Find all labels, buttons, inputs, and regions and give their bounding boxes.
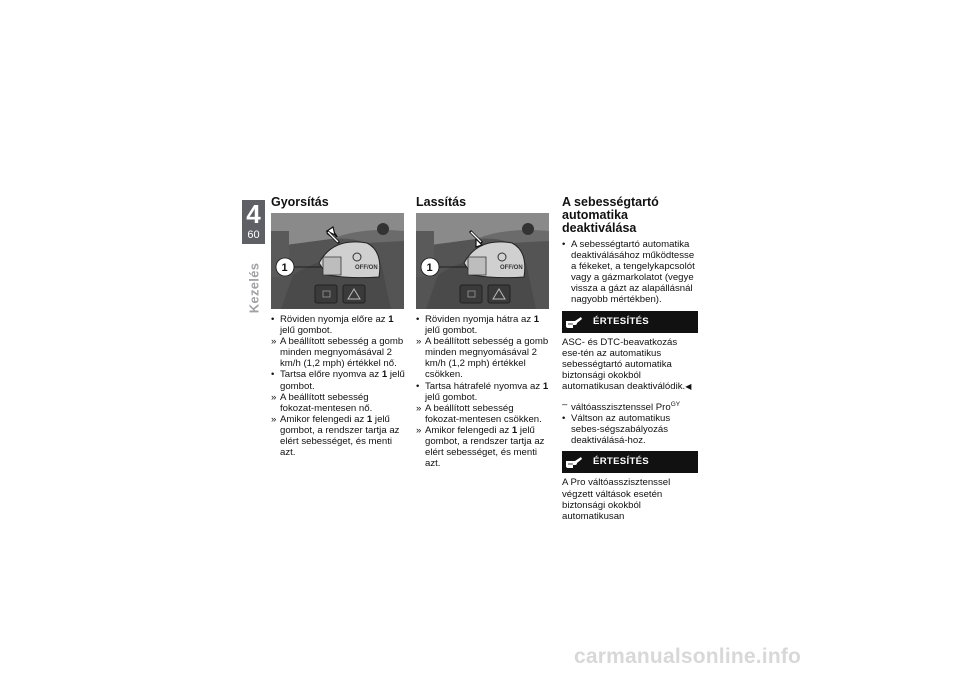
notice-label: ÉRTESÍTÉS (593, 456, 650, 468)
section-title: Lassítás (416, 195, 467, 209)
list-item: » A beállított sebesség fokozat-mentesen csökken. (416, 402, 542, 425)
callout-number: 1 (426, 262, 433, 274)
section-deactivation (562, 196, 698, 522)
notice-text: ASC- és DTC-beavatkozás ese-tén az automatikus sebességtartó automatika biztonsági okokból automatikusan deaktiválódik.◀ (562, 336, 692, 392)
chapter-side-label (232, 248, 276, 328)
pointing-hand-icon (565, 315, 583, 329)
notice-text: A Pro váltóasszisztenssel végzett váltások esetén biztonsági okokból automatikusan (562, 477, 671, 522)
instruction-list (416, 314, 550, 469)
switch-label: OFF/ON (355, 265, 378, 271)
list-item: » Amikor felengedi az 1 jelű gombot, a rendszer tartja az elért sebességet, és menti azt. (416, 424, 545, 470)
list-item: » A beállított sebesség a gomb minden megnyomásával 2 km/h (1,2 mph) értékkel nő. (271, 336, 404, 370)
list-item: • Röviden nyomja hátra az 1 jelű gombot. (416, 314, 540, 337)
list-item: • Röviden nyomja előre az 1 jelű gombot. (271, 314, 394, 337)
list-item: • A sebességtartó automatika deaktiválásához működtesse a fékeket, a tengelykapcsolót vagy a gázmarkolatot (vegye vissza a gázt az alapállásnál nagyobb mértékben). (562, 239, 695, 306)
switch-label: OFF/ON (500, 265, 523, 271)
callout-number: 1 (281, 262, 288, 274)
section-deceleration (416, 196, 550, 469)
list-item: » Amikor felengedi az 1 jelű gombot, a rendszer tartja az elért sebességet, és menti azt. (271, 413, 400, 459)
site-watermark: carmanualsonline.info (574, 645, 802, 668)
handlebar-switch-figure (271, 213, 404, 309)
page-number: 60 (247, 229, 260, 241)
list-item: • Tartsa előre nyomva az 1 jelű gombot. (271, 369, 405, 392)
chapter-number: 4 (246, 199, 261, 229)
chapter-side-label-text: Kezelés (246, 262, 262, 314)
section-title: A sebességtartó automatika deaktiválása (562, 195, 659, 235)
section-title: Gyorsítás (271, 195, 329, 209)
instruction-list (271, 314, 405, 458)
list-item: • Tartsa hátrafelé nyomva az 1 jelű gombot. (416, 380, 549, 403)
end-marker-icon: ◀ (685, 381, 692, 391)
notice-banner (562, 311, 698, 333)
notice-banner (562, 451, 698, 473)
list-item: » A beállított sebesség a gomb minden megnyomásával 2 km/h (1,2 mph) értékkel csökken. (416, 336, 549, 381)
list-item: – váltóasszisztenssel Pro$^{GY}$ (562, 399, 681, 414)
instruction-list (562, 239, 698, 306)
condition-list (562, 399, 698, 446)
list-item: » A beállított sebesség fokozat-mentesen nő. (271, 391, 373, 414)
notice-label: ÉRTESÍTÉS (593, 315, 650, 327)
section-acceleration (271, 196, 405, 458)
pointing-hand-icon (565, 455, 583, 469)
handlebar-switch-figure (416, 213, 549, 309)
chapter-tab (242, 200, 265, 244)
list-item: • Váltson az automatikus sebes-ségszabályozás deaktiválásá-hoz. (562, 413, 671, 447)
